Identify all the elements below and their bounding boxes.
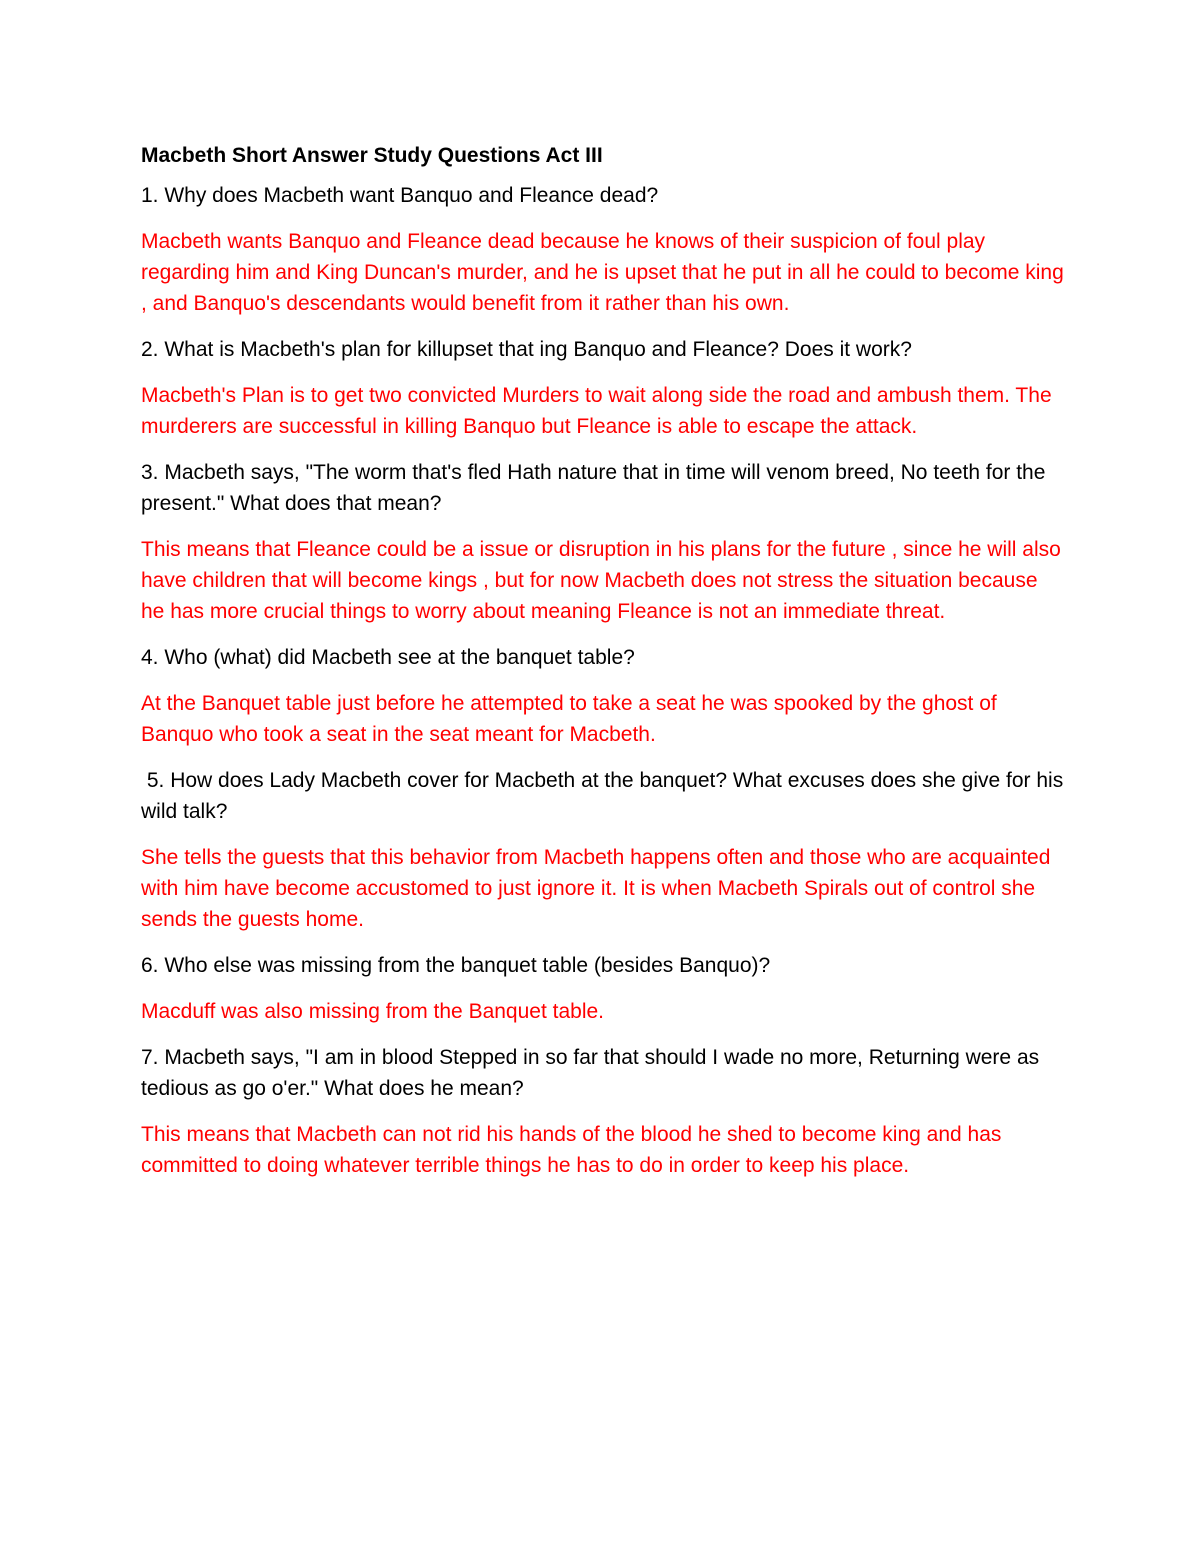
answer-7: This means that Macbeth can not rid his hands of the blood he shed to become king and has committed to doing whatever terrible things he has to do in order to keep his place. xyxy=(141,1123,1002,1177)
question-7: 7. Macbeth says, "I am in blood Stepped in so far that should I wade no more, Returning were as tedious as go o'er." What does he mean? xyxy=(141,1046,1040,1100)
answer-5: She tells the guests that this behavior from Macbeth happens often and those who are acquainted with him have become accustomed to just ignore it. It is when Macbeth Spirals out of control she sends the guests home. xyxy=(141,846,1051,931)
question-2: 2. What is Macbeth's plan for killupset that ing Banquo and Fleance? Does it work? xyxy=(141,338,912,361)
document-body xyxy=(141,140,1070,1196)
answer-4: At the Banquet table just before he attempted to take a seat he was spooked by the ghost of Banquo who took a seat in the seat meant for Macbeth. xyxy=(141,692,997,746)
answer-3: This means that Fleance could be a issue or disruption in his plans for the future , since he will also have children that will become kings , but for now Macbeth does not stress the situation because he has more crucial things to worry about meaning Fleance is not an immediate threat. xyxy=(141,538,1061,623)
document-title: Macbeth Short Answer Study Questions Act III xyxy=(141,144,603,167)
question-6: 6. Who else was missing from the banquet table (besides Banquo)? xyxy=(141,954,771,977)
answer-6: Macduff was also missing from the Banquet table. xyxy=(141,1000,605,1023)
answer-2: Macbeth's Plan is to get two convicted Murders to wait along side the road and ambush them. The murderers are successful in killing Banquo but Fleance is able to escape the attack. xyxy=(141,384,1052,438)
question-4: 4. Who (what) did Macbeth see at the banquet table? xyxy=(141,646,635,669)
question-1: 1. Why does Macbeth want Banquo and Fleance dead? xyxy=(141,184,659,207)
question-5: 5. How does Lady Macbeth cover for Macbeth at the banquet? What excuses does she give for his wild talk? xyxy=(141,769,1070,823)
question-3: 3. Macbeth says, "The worm that's fled Hath nature that in time will venom breed, No teeth for the present." What does that mean? xyxy=(141,461,1046,515)
answer-1: Macbeth wants Banquo and Fleance dead because he knows of their suspicion of foul play regarding him and King Duncan's murder, and he is upset that he put in all he could to become king , and Banquo's descendants would benefit from it rather than his own. xyxy=(141,230,1064,315)
